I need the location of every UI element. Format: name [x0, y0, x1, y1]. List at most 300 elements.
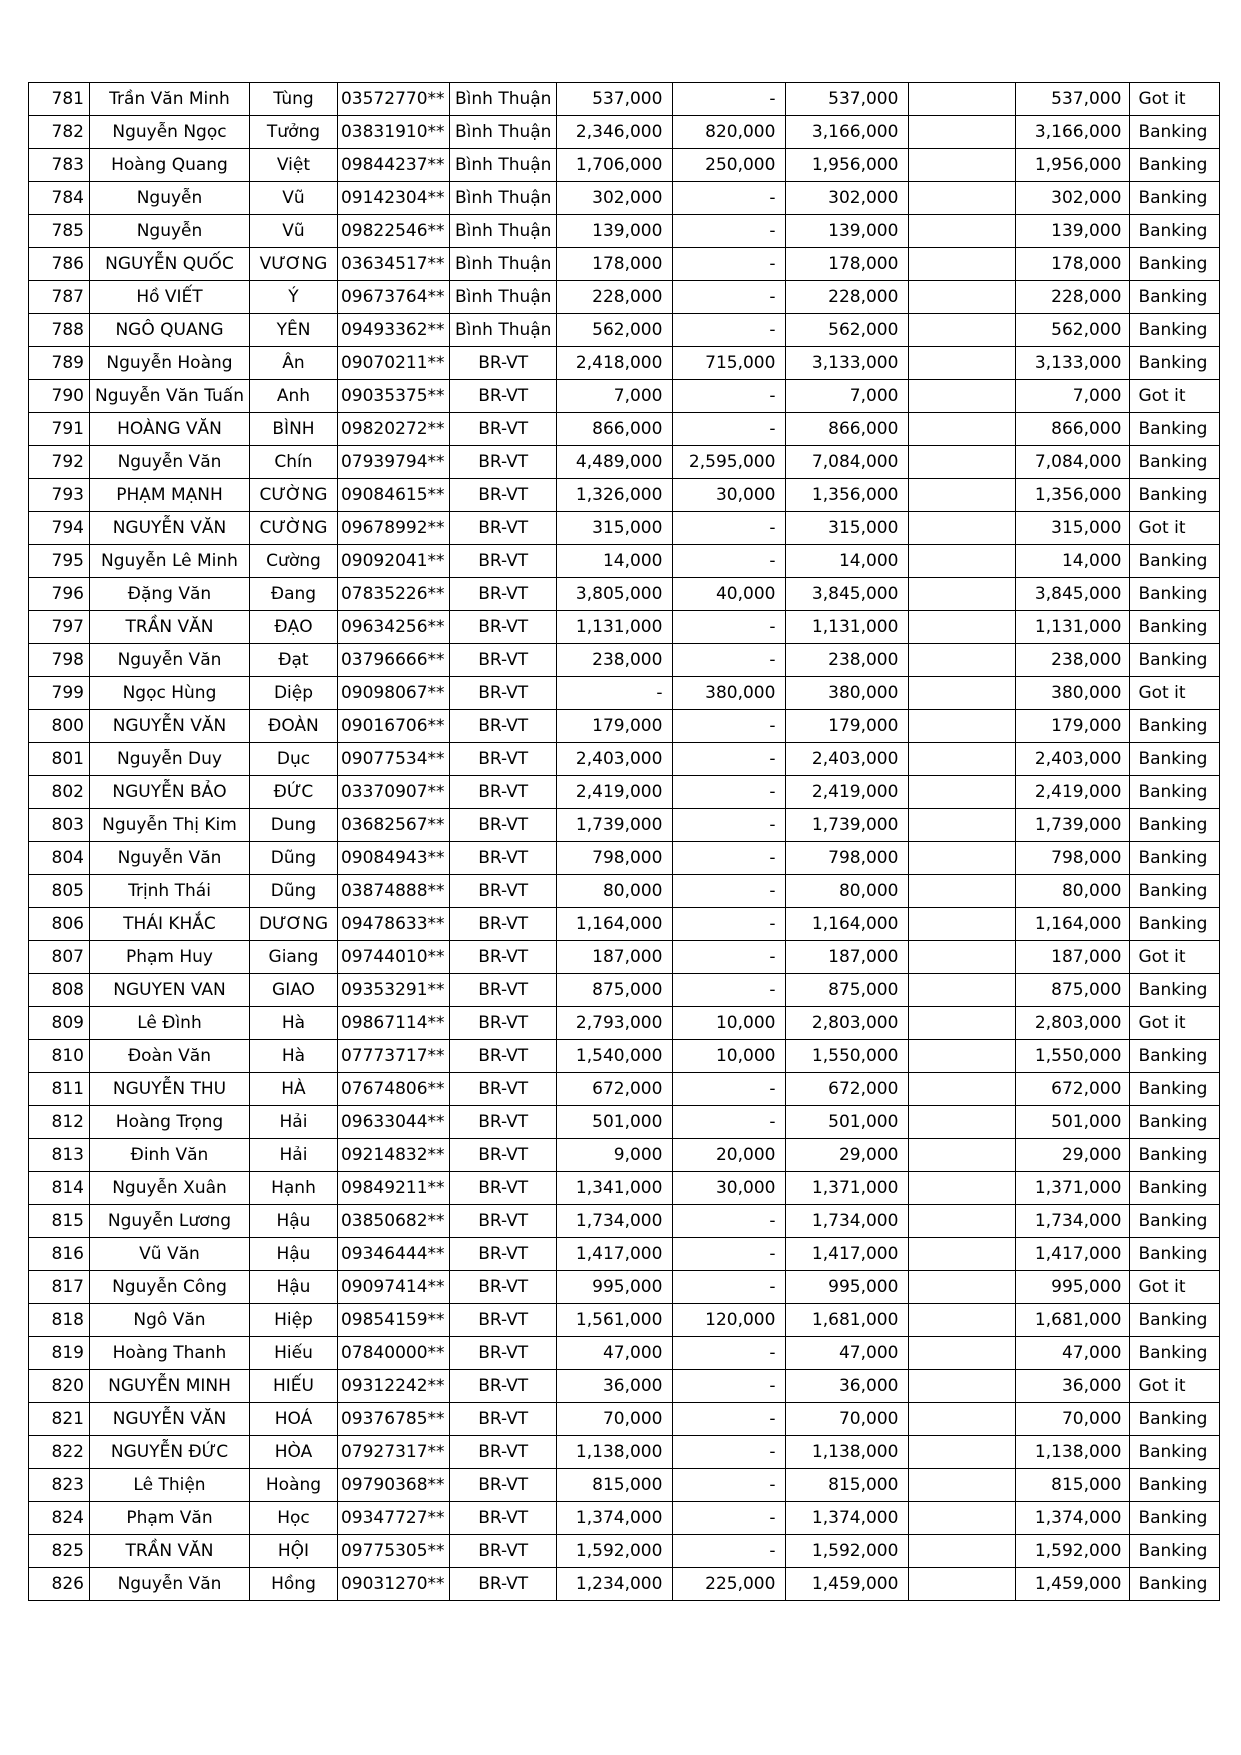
- table-row: [29, 677, 1220, 710]
- payment-method-cell: Banking: [1130, 446, 1220, 479]
- given-name-cell: Giang: [249, 941, 337, 974]
- phone-number-cell: 09673764**: [337, 281, 449, 314]
- province-cell: BR-VT: [449, 380, 556, 413]
- paid-amount-cell: 29,000: [1016, 1139, 1130, 1172]
- row-number-cell: 810: [29, 1040, 90, 1073]
- table-row: [29, 1106, 1220, 1139]
- table-row: [29, 1337, 1220, 1370]
- table-row: [29, 116, 1220, 149]
- row-number-cell: 807: [29, 941, 90, 974]
- phone-number-cell: 09097414**: [337, 1271, 449, 1304]
- surname-middle-cell: PHẠM MẠNH: [90, 479, 250, 512]
- blank-cell-cell: [909, 677, 1016, 710]
- surname-middle-cell: Nguyễn Văn Tuấn: [90, 380, 250, 413]
- amount-2-cell: -: [673, 1502, 786, 1535]
- surname-middle-cell: NGÔ QUANG: [90, 314, 250, 347]
- payment-method-cell: Banking: [1130, 1436, 1220, 1469]
- amount-1-cell: 187,000: [557, 941, 673, 974]
- total-amount-cell: 1,131,000: [786, 611, 909, 644]
- table-row: [29, 1172, 1220, 1205]
- phone-number-cell: 03850682**: [337, 1205, 449, 1238]
- amount-2-cell: -: [673, 1238, 786, 1271]
- table-row: [29, 710, 1220, 743]
- given-name-cell: GIAO: [249, 974, 337, 1007]
- phone-number-cell: 09820272**: [337, 413, 449, 446]
- surname-middle-cell: Phạm Văn: [90, 1502, 250, 1535]
- phone-number-cell: 07674806**: [337, 1073, 449, 1106]
- amount-1-cell: 2,793,000: [557, 1007, 673, 1040]
- province-cell: BR-VT: [449, 1370, 556, 1403]
- province-cell: BR-VT: [449, 446, 556, 479]
- amount-1-cell: 1,706,000: [557, 149, 673, 182]
- surname-middle-cell: Nguyễn: [90, 215, 250, 248]
- surname-middle-cell: Phạm Huy: [90, 941, 250, 974]
- payment-method-cell: Got it: [1130, 1271, 1220, 1304]
- blank-cell-cell: [909, 1337, 1016, 1370]
- table-row: [29, 479, 1220, 512]
- payment-method-cell: Banking: [1130, 710, 1220, 743]
- table-row: [29, 1304, 1220, 1337]
- blank-cell-cell: [909, 941, 1016, 974]
- surname-middle-cell: Nguyễn Văn: [90, 446, 250, 479]
- row-number-cell: 826: [29, 1568, 90, 1601]
- table-row: [29, 941, 1220, 974]
- given-name-cell: Hoàng: [249, 1469, 337, 1502]
- payment-method-cell: Banking: [1130, 644, 1220, 677]
- province-cell: BR-VT: [449, 677, 556, 710]
- paid-amount-cell: 1,356,000: [1016, 479, 1130, 512]
- given-name-cell: HỘI: [249, 1535, 337, 1568]
- row-number-cell: 790: [29, 380, 90, 413]
- row-number-cell: 786: [29, 248, 90, 281]
- row-number-cell: 811: [29, 1073, 90, 1106]
- province-cell: BR-VT: [449, 1205, 556, 1238]
- row-number-cell: 801: [29, 743, 90, 776]
- province-cell: BR-VT: [449, 1106, 556, 1139]
- paid-amount-cell: 672,000: [1016, 1073, 1130, 1106]
- surname-middle-cell: NGUYỄN MINH: [90, 1370, 250, 1403]
- given-name-cell: Đạt: [249, 644, 337, 677]
- payment-method-cell: Banking: [1130, 1040, 1220, 1073]
- blank-cell-cell: [909, 1271, 1016, 1304]
- paid-amount-cell: 228,000: [1016, 281, 1130, 314]
- amount-1-cell: 228,000: [557, 281, 673, 314]
- amount-2-cell: -: [673, 1073, 786, 1106]
- blank-cell-cell: [909, 545, 1016, 578]
- row-number-cell: 814: [29, 1172, 90, 1205]
- payment-method-cell: Banking: [1130, 281, 1220, 314]
- amount-2-cell: -: [673, 1205, 786, 1238]
- province-cell: Bình Thuận: [449, 149, 556, 182]
- phone-number-cell: 09849211**: [337, 1172, 449, 1205]
- amount-2-cell: -: [673, 215, 786, 248]
- row-number-cell: 792: [29, 446, 90, 479]
- phone-number-cell: 09347727**: [337, 1502, 449, 1535]
- blank-cell-cell: [909, 1238, 1016, 1271]
- phone-number-cell: 03634517**: [337, 248, 449, 281]
- total-amount-cell: 3,133,000: [786, 347, 909, 380]
- given-name-cell: Tùng: [249, 83, 337, 116]
- amount-1-cell: 70,000: [557, 1403, 673, 1436]
- payment-method-cell: Banking: [1130, 1337, 1220, 1370]
- amount-2-cell: 120,000: [673, 1304, 786, 1337]
- payment-method-cell: Banking: [1130, 1568, 1220, 1601]
- payment-method-cell: Banking: [1130, 1205, 1220, 1238]
- amount-1-cell: 7,000: [557, 380, 673, 413]
- blank-cell-cell: [909, 215, 1016, 248]
- phone-number-cell: 09084615**: [337, 479, 449, 512]
- amount-2-cell: -: [673, 644, 786, 677]
- payment-method-cell: Banking: [1130, 1172, 1220, 1205]
- payment-method-cell: Banking: [1130, 479, 1220, 512]
- amount-2-cell: -: [673, 281, 786, 314]
- row-number-cell: 821: [29, 1403, 90, 1436]
- phone-number-cell: 07835226**: [337, 578, 449, 611]
- province-cell: BR-VT: [449, 743, 556, 776]
- phone-number-cell: 09084943**: [337, 842, 449, 875]
- payment-method-cell: Got it: [1130, 380, 1220, 413]
- table-row: [29, 1535, 1220, 1568]
- phone-number-cell: 09633044**: [337, 1106, 449, 1139]
- blank-cell-cell: [909, 875, 1016, 908]
- total-amount-cell: 29,000: [786, 1139, 909, 1172]
- surname-middle-cell: NGUYEN VAN: [90, 974, 250, 1007]
- amount-2-cell: -: [673, 314, 786, 347]
- blank-cell-cell: [909, 1205, 1016, 1238]
- payment-method-cell: Banking: [1130, 149, 1220, 182]
- table-row: [29, 1139, 1220, 1172]
- payment-method-cell: Banking: [1130, 743, 1220, 776]
- surname-middle-cell: Đoàn Văn: [90, 1040, 250, 1073]
- amount-1-cell: 2,403,000: [557, 743, 673, 776]
- phone-number-cell: 09312242**: [337, 1370, 449, 1403]
- phone-number-cell: 07927317**: [337, 1436, 449, 1469]
- surname-middle-cell: Lê Thiện: [90, 1469, 250, 1502]
- paid-amount-cell: 3,133,000: [1016, 347, 1130, 380]
- blank-cell-cell: [909, 314, 1016, 347]
- phone-number-cell: 09077534**: [337, 743, 449, 776]
- amount-1-cell: 178,000: [557, 248, 673, 281]
- phone-number-cell: 09678992**: [337, 512, 449, 545]
- table-row: [29, 1502, 1220, 1535]
- total-amount-cell: 1,592,000: [786, 1535, 909, 1568]
- payment-method-cell: Got it: [1130, 512, 1220, 545]
- amount-2-cell: 40,000: [673, 578, 786, 611]
- surname-middle-cell: Nguyễn Công: [90, 1271, 250, 1304]
- blank-cell-cell: [909, 446, 1016, 479]
- blank-cell-cell: [909, 1139, 1016, 1172]
- table-row: [29, 545, 1220, 578]
- amount-1-cell: 1,592,000: [557, 1535, 673, 1568]
- amount-2-cell: -: [673, 512, 786, 545]
- paid-amount-cell: 1,459,000: [1016, 1568, 1130, 1601]
- row-number-cell: 797: [29, 611, 90, 644]
- phone-number-cell: 07939794**: [337, 446, 449, 479]
- province-cell: Bình Thuận: [449, 281, 556, 314]
- blank-cell-cell: [909, 116, 1016, 149]
- table-row: [29, 380, 1220, 413]
- amount-2-cell: -: [673, 611, 786, 644]
- amount-1-cell: 501,000: [557, 1106, 673, 1139]
- row-number-cell: 793: [29, 479, 90, 512]
- total-amount-cell: 7,000: [786, 380, 909, 413]
- amount-1-cell: -: [557, 677, 673, 710]
- row-number-cell: 818: [29, 1304, 90, 1337]
- paid-amount-cell: 7,084,000: [1016, 446, 1130, 479]
- blank-cell-cell: [909, 1436, 1016, 1469]
- blank-cell-cell: [909, 710, 1016, 743]
- table-row: [29, 1436, 1220, 1469]
- surname-middle-cell: NGUYỄN VĂN: [90, 512, 250, 545]
- given-name-cell: Dung: [249, 809, 337, 842]
- row-number-cell: 802: [29, 776, 90, 809]
- given-name-cell: Ân: [249, 347, 337, 380]
- province-cell: BR-VT: [449, 1073, 556, 1106]
- amount-2-cell: -: [673, 182, 786, 215]
- table-row: [29, 1568, 1220, 1601]
- given-name-cell: Anh: [249, 380, 337, 413]
- province-cell: Bình Thuận: [449, 182, 556, 215]
- amount-1-cell: 1,234,000: [557, 1568, 673, 1601]
- phone-number-cell: 09214832**: [337, 1139, 449, 1172]
- row-number-cell: 803: [29, 809, 90, 842]
- amount-1-cell: 3,805,000: [557, 578, 673, 611]
- table-row: [29, 1073, 1220, 1106]
- table-row: [29, 842, 1220, 875]
- province-cell: BR-VT: [449, 611, 556, 644]
- total-amount-cell: 3,166,000: [786, 116, 909, 149]
- surname-middle-cell: Hoàng Trọng: [90, 1106, 250, 1139]
- given-name-cell: Ý: [249, 281, 337, 314]
- given-name-cell: Dũng: [249, 875, 337, 908]
- amount-1-cell: 1,138,000: [557, 1436, 673, 1469]
- row-number-cell: 795: [29, 545, 90, 578]
- phone-number-cell: 03831910**: [337, 116, 449, 149]
- paid-amount-cell: 1,734,000: [1016, 1205, 1130, 1238]
- given-name-cell: Hồng: [249, 1568, 337, 1601]
- total-amount-cell: 315,000: [786, 512, 909, 545]
- blank-cell-cell: [909, 974, 1016, 1007]
- phone-number-cell: 09790368**: [337, 1469, 449, 1502]
- phone-number-cell: 09035375**: [337, 380, 449, 413]
- surname-middle-cell: Nguyễn Văn: [90, 644, 250, 677]
- payment-method-cell: Banking: [1130, 116, 1220, 149]
- surname-middle-cell: Hồ VIẾT: [90, 281, 250, 314]
- blank-cell-cell: [909, 1403, 1016, 1436]
- table-row: [29, 1469, 1220, 1502]
- paid-amount-cell: 36,000: [1016, 1370, 1130, 1403]
- given-name-cell: ĐOÀN: [249, 710, 337, 743]
- given-name-cell: BÌNH: [249, 413, 337, 446]
- payment-method-cell: Banking: [1130, 215, 1220, 248]
- row-number-cell: 788: [29, 314, 90, 347]
- total-amount-cell: 1,138,000: [786, 1436, 909, 1469]
- amount-1-cell: 47,000: [557, 1337, 673, 1370]
- row-number-cell: 787: [29, 281, 90, 314]
- given-name-cell: Dũng: [249, 842, 337, 875]
- payment-method-cell: Banking: [1130, 248, 1220, 281]
- paid-amount-cell: 815,000: [1016, 1469, 1130, 1502]
- total-amount-cell: 798,000: [786, 842, 909, 875]
- table-row: [29, 809, 1220, 842]
- amount-2-cell: -: [673, 941, 786, 974]
- paid-amount-cell: 238,000: [1016, 644, 1130, 677]
- given-name-cell: Việt: [249, 149, 337, 182]
- province-cell: BR-VT: [449, 347, 556, 380]
- paid-amount-cell: 875,000: [1016, 974, 1130, 1007]
- paid-amount-cell: 1,131,000: [1016, 611, 1130, 644]
- amount-2-cell: -: [673, 743, 786, 776]
- total-amount-cell: 3,845,000: [786, 578, 909, 611]
- blank-cell-cell: [909, 83, 1016, 116]
- payment-method-cell: Got it: [1130, 941, 1220, 974]
- total-amount-cell: 1,371,000: [786, 1172, 909, 1205]
- amount-2-cell: -: [673, 974, 786, 1007]
- paid-amount-cell: 1,417,000: [1016, 1238, 1130, 1271]
- total-amount-cell: 80,000: [786, 875, 909, 908]
- total-amount-cell: 501,000: [786, 1106, 909, 1139]
- paid-amount-cell: 1,371,000: [1016, 1172, 1130, 1205]
- table-row: [29, 512, 1220, 545]
- amount-2-cell: -: [673, 1106, 786, 1139]
- row-number-cell: 824: [29, 1502, 90, 1535]
- payment-method-cell: Got it: [1130, 1007, 1220, 1040]
- surname-middle-cell: NGUYỄN QUỐC: [90, 248, 250, 281]
- surname-middle-cell: NGUYỄN ĐỨC: [90, 1436, 250, 1469]
- row-number-cell: 799: [29, 677, 90, 710]
- row-number-cell: 791: [29, 413, 90, 446]
- amount-2-cell: -: [673, 248, 786, 281]
- blank-cell-cell: [909, 182, 1016, 215]
- given-name-cell: VƯƠNG: [249, 248, 337, 281]
- amount-1-cell: 1,561,000: [557, 1304, 673, 1337]
- total-amount-cell: 1,417,000: [786, 1238, 909, 1271]
- province-cell: BR-VT: [449, 413, 556, 446]
- paid-amount-cell: 47,000: [1016, 1337, 1130, 1370]
- amount-2-cell: -: [673, 413, 786, 446]
- row-number-cell: 785: [29, 215, 90, 248]
- given-name-cell: Tưởng: [249, 116, 337, 149]
- table-row: [29, 1205, 1220, 1238]
- province-cell: Bình Thuận: [449, 215, 556, 248]
- blank-cell-cell: [909, 347, 1016, 380]
- table-body: [29, 83, 1220, 1601]
- blank-cell-cell: [909, 1535, 1016, 1568]
- phone-number-cell: 09867114**: [337, 1007, 449, 1040]
- table-row: [29, 413, 1220, 446]
- amount-1-cell: 2,419,000: [557, 776, 673, 809]
- given-name-cell: Học: [249, 1502, 337, 1535]
- payment-method-cell: Got it: [1130, 677, 1220, 710]
- blank-cell-cell: [909, 611, 1016, 644]
- paid-amount-cell: 302,000: [1016, 182, 1130, 215]
- paid-amount-cell: 1,681,000: [1016, 1304, 1130, 1337]
- province-cell: BR-VT: [449, 941, 556, 974]
- amount-2-cell: 380,000: [673, 677, 786, 710]
- province-cell: BR-VT: [449, 479, 556, 512]
- surname-middle-cell: Nguyễn: [90, 182, 250, 215]
- row-number-cell: 825: [29, 1535, 90, 1568]
- table-row: [29, 974, 1220, 1007]
- row-number-cell: 806: [29, 908, 90, 941]
- phone-number-cell: 09376785**: [337, 1403, 449, 1436]
- paid-amount-cell: 501,000: [1016, 1106, 1130, 1139]
- surname-middle-cell: Lê Đình: [90, 1007, 250, 1040]
- given-name-cell: ĐỨC: [249, 776, 337, 809]
- total-amount-cell: 47,000: [786, 1337, 909, 1370]
- table-row: [29, 446, 1220, 479]
- province-cell: BR-VT: [449, 776, 556, 809]
- province-cell: BR-VT: [449, 1436, 556, 1469]
- phone-number-cell: 03796666**: [337, 644, 449, 677]
- payment-method-cell: Banking: [1130, 1304, 1220, 1337]
- payment-method-cell: Banking: [1130, 842, 1220, 875]
- table-row: [29, 611, 1220, 644]
- blank-cell-cell: [909, 1469, 1016, 1502]
- blank-cell-cell: [909, 1073, 1016, 1106]
- total-amount-cell: 238,000: [786, 644, 909, 677]
- paid-amount-cell: 1,739,000: [1016, 809, 1130, 842]
- payment-method-cell: Banking: [1130, 908, 1220, 941]
- amount-2-cell: -: [673, 842, 786, 875]
- province-cell: BR-VT: [449, 875, 556, 908]
- blank-cell-cell: [909, 1106, 1016, 1139]
- paid-amount-cell: 2,403,000: [1016, 743, 1130, 776]
- paid-amount-cell: 187,000: [1016, 941, 1130, 974]
- table-row: [29, 347, 1220, 380]
- payment-method-cell: Banking: [1130, 809, 1220, 842]
- paid-amount-cell: 537,000: [1016, 83, 1130, 116]
- phone-number-cell: 09493362**: [337, 314, 449, 347]
- surname-middle-cell: Đặng Văn: [90, 578, 250, 611]
- surname-middle-cell: Hoàng Quang: [90, 149, 250, 182]
- amount-2-cell: -: [673, 710, 786, 743]
- payment-method-cell: Banking: [1130, 875, 1220, 908]
- amount-2-cell: 250,000: [673, 149, 786, 182]
- amount-1-cell: 798,000: [557, 842, 673, 875]
- blank-cell-cell: [909, 908, 1016, 941]
- paid-amount-cell: 1,374,000: [1016, 1502, 1130, 1535]
- row-number-cell: 784: [29, 182, 90, 215]
- table-row: [29, 1271, 1220, 1304]
- amount-1-cell: 815,000: [557, 1469, 673, 1502]
- surname-middle-cell: Nguyễn Ngọc: [90, 116, 250, 149]
- paid-amount-cell: 3,845,000: [1016, 578, 1130, 611]
- phone-number-cell: 09353291**: [337, 974, 449, 1007]
- table-row: [29, 1370, 1220, 1403]
- given-name-cell: Hải: [249, 1106, 337, 1139]
- amount-2-cell: -: [673, 776, 786, 809]
- phone-number-cell: 09775305**: [337, 1535, 449, 1568]
- row-number-cell: 815: [29, 1205, 90, 1238]
- province-cell: BR-VT: [449, 1139, 556, 1172]
- amount-1-cell: 4,489,000: [557, 446, 673, 479]
- blank-cell-cell: [909, 1304, 1016, 1337]
- surname-middle-cell: Hoàng Thanh: [90, 1337, 250, 1370]
- row-number-cell: 800: [29, 710, 90, 743]
- province-cell: BR-VT: [449, 644, 556, 677]
- total-amount-cell: 815,000: [786, 1469, 909, 1502]
- row-number-cell: 796: [29, 578, 90, 611]
- surname-middle-cell: Trịnh Thái: [90, 875, 250, 908]
- total-amount-cell: 1,164,000: [786, 908, 909, 941]
- amount-2-cell: 225,000: [673, 1568, 786, 1601]
- province-cell: BR-VT: [449, 842, 556, 875]
- total-amount-cell: 875,000: [786, 974, 909, 1007]
- surname-middle-cell: Vũ Văn: [90, 1238, 250, 1271]
- paid-amount-cell: 1,550,000: [1016, 1040, 1130, 1073]
- phone-number-cell: 03682567**: [337, 809, 449, 842]
